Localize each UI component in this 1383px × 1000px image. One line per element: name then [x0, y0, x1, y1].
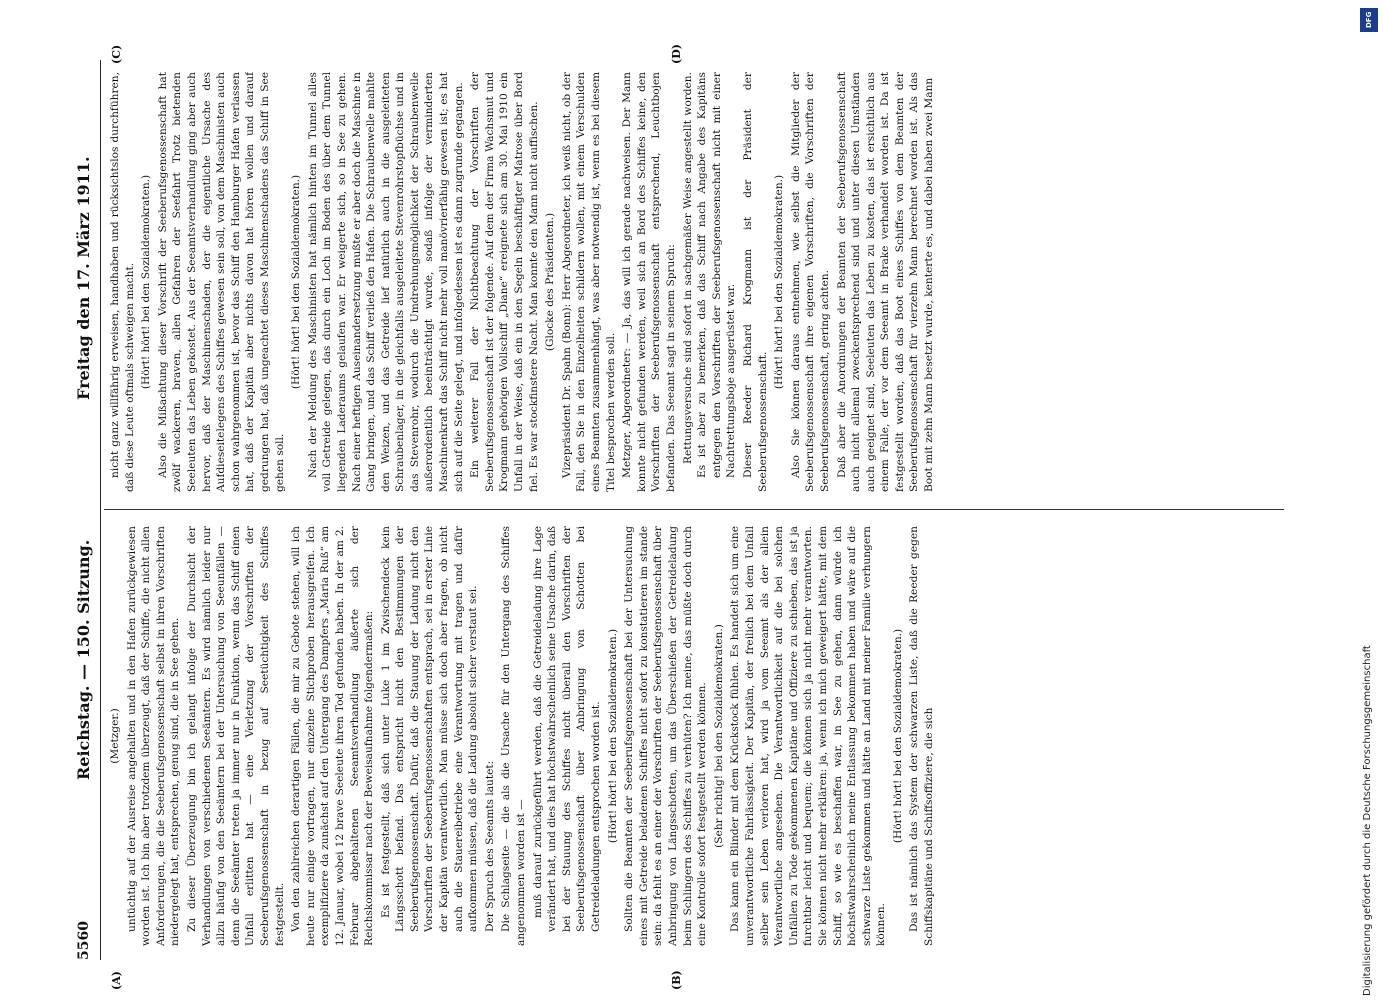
session-date: Freitag den 17. März 1911. — [74, 156, 93, 400]
dfg-logo: DFG — [1360, 8, 1378, 32]
paragraph: Das kann ein Blinder mit dem Krückstock fühlen. Es handelt sich um eine unverantwortliche Fahrlässigkeit. Der Kapitän, der freilich bei dem Unfall selber sein Leben verloren hat, wird ja vom Seeamt als der allein Verantwortliche angesehen. Die Verantwortlichkeit auf die bei solchen Unfällen zu Tode gekommenen Kapitäne und Offiziere zu schieben, das ist ja furchtbar leicht und bequem; die können sich ja nicht mehr verantworten. Sie können nicht mehr erklären: ja, wenn ich mich geweigert hätte, mit dem Schiff, so wie es beschaffen war, in See zu gehen, dann würde ich höchstwahrscheinlich meine Entlassung bekommen haben und wäre auf die schwarze Liste gekommen und hätte an Land mit meiner Familie verhungern können. — [729, 526, 888, 946]
rotated-print-page — [70, 44, 1310, 990]
page-number: 5560 — [76, 921, 92, 960]
paragraph: Ein weiterer Fall der Nichtbeachtung der Vorschriften der Seeberufsgenossenschaft ist der folgende. Auf dem der Firma Wachsmut und Krogmann gehörigen Vollschiff „Diane“ ereignete sich am 30. Mai 1910 ein Unfall in der Weise, daß ein in den Segeln beschäftigter Matrose über Bord fiel. Es war stockfinstere Nacht. Man konnte den Mann nicht auffischen. — [469, 72, 540, 492]
interjection: (Glocke des Präsidenten.) — [544, 212, 557, 352]
interjection: (Hört! hört! bei den Sozialdemokraten.) — [140, 174, 153, 390]
quoted-paragraph: Es ist festgestellt, daß sich unter Luke 1 im Zwischendeck kein Längsschott befand. Das entspricht nicht den Bestimmungen der Seeberufsgenossenschaft. Dafür, daß die Stauung der Ladung nicht den Vorschriften der Seeberufsgenossenschaften entsprach, sei in erster Linie der Kapitän verantwortlich. Man müsse sich doch aber fragen, ob nicht auch die Stauereibetriebe eine Verantwortung mit tragen und dafür aufkommen müssen, daß die Ladung absolut sicher verstaut sei. — [379, 526, 480, 932]
session-title: Reichstag. — 150. Sitzung. — [74, 539, 93, 780]
paragraph: Daß aber die Anordnungen der Beamten der Seeberufsgenossenschaft auch nicht allemal zweckentsprechend sind und unter diesen Umständen auch geeignet sind, Seeleuten das Leben zu kosten, das ist ersichtlich aus einem Falle, der vor dem Seeamt in Brake verhandelt worden ist. Da ist festgestellt worden, daß das Boot eines Schiffes von dem Beamten der Seeberufsgenossenschaft für vierzehn Mann berechnet worden ist. Als das Boot mit zehn Mann besetzt wurde, kenterte es, und dabei haben zwei Mann — [835, 72, 936, 492]
interjection: (Hört! hört! bei den Sozialdemokraten.) — [606, 628, 619, 844]
interjection: (Hört! hört! bei den Sozialdemokraten.) — [773, 174, 786, 390]
paragraph: Vizepräsident Dr. Spahn (Bonn): Herr Abgeordneter, ich weiß nicht, ob der Fall, den Sie in den Einzelheiten schildern wollen, mit einem Verschulden eines Beamten zusammenhängt, was aber notwendig ist, wenn es bei diesem Titel besprochen werden soll. — [560, 72, 617, 492]
left-column — [108, 526, 1288, 946]
paragraph: Der Spruch des Seeamts lautet: — [483, 760, 496, 932]
paragraph: Die Schlagseite — die als die Ursache für den Untergang des Schiffes angenommen worden ist — — [500, 526, 528, 946]
paragraph: Von den zahlreichen derartigen Fällen, die mir zu Gebote stehen, will ich heute nur einige vortragen, nur einzelne Stichproben herausgreifen. Ich exemplifiziere da zunächst auf den Untergang des Dampfers „Maria Ruß“ am 12. Januar, wobei 12 brave Seeleute ihren Tod gefunden haben. In der am 2. Februar abgehaltenen Seeamtsverhandlung äußerte sich der Reichskommissar nach der Beweisaufnahme folgendermaßen: — [290, 526, 376, 946]
interjection: (Sehr richtig! bei den Sozialdemokraten.) — [712, 624, 725, 848]
margin-marker-c: (C) — [110, 44, 123, 64]
column-divider — [104, 509, 1284, 510]
paragraph: Nach der Meldung des Maschinisten hat nämlich hinten im Tunnel alles voll Getreide gelegen, das durch ein Loch im Boden des über dem Tunnel liegenden Laderaums gelaufen war. Er weigerte sich, so in See zu gehen. Nach einer heftigen Auseinandersetzung mußte er aber doch die Maschine in Gang bringen, und das Schiff verließ den Hafen. Die Schraubenwelle mahlte den Weizen, und das Getreide lief natürlich auch in die ausgeleiteten Schraubenlager, in die gleichfalls ausgeleitete Stevenrohrstopfbüchse und in das Stevenrohr, wodurch die Umdrehungsmöglichkeit der Schraubenwelle außerordentlich beeinträchtigt wurde, sodaß infolge der verminderten Maschinenkraft das Schiff nicht mehr voll manövrierfähig gewesen ist; es hat sich auf die Seite gelegt, und infolgedessen ist es dann zugrunde gegangen. — [306, 72, 465, 492]
margin-marker-d: (D) — [670, 44, 683, 64]
digitization-credit: Digitalisierung gefördert durch die Deutsche Forschungsgemeinschaft — [1362, 645, 1373, 996]
running-header — [70, 60, 101, 960]
paragraph: (Metzger.) — [109, 708, 121, 764]
paragraph: Dieser Reeder Richard Krogmann ist der Präsident der Seeberufsgenossenschaft. — [741, 72, 769, 492]
margin-marker-a: (A) — [110, 971, 123, 990]
paragraph: untüchtig auf der Ausreise angehalten und in den Hafen zurückgewiesen worden ist. Ich bin aber trotzdem überzeugt, daß der Schiffe, die nicht allen Anforderungen, die die Seeberufsgenossenschaft selbst in ihren Vorschriften niedergelegt hat, entsprechen, genug sind, die in See gehen. — [125, 526, 182, 946]
quoted-paragraph: Rettungsversuche sind sofort in sachgemäßer Weise angestellt worden. Es ist aber zu bemerken, daß das Schiff nach Angabe des Kapitäns entgegen den Vorschriften der Seeberufsgenossenschaft nicht mit einer Nachtrettungsboje ausgerüstet war. — [681, 72, 738, 478]
paragraph: Also Sie können daraus entnehmen, wie selbst die Mitglieder der Seeberufsgenossenschaft ihre eigenen Vorschriften, die Vorschriften der Seeberufsgenossenschaft, gering achten. — [789, 72, 831, 492]
paragraph: nicht ganz willfährig erweisen, handhaben und rücksichtslos durchführen, daß diese Leute oftmals schweigen macht. — [109, 72, 136, 492]
paragraph: Das ist nämlich das System der schwarzen Liste, daß die Reeder gegen Schiffskapitäne und Schiffsoffiziere, die sich — [908, 526, 936, 946]
paragraph: Metzger, Abgeordneter: — Ja, das will ich gerade nachweisen. Der Mann konnte nicht gefunden werden, weil sich an Bord des Schiffes keine, den Vorschriften der Seeberufsgenossenschaft entsprechend, Leuchtbojen befanden. Das Seeamt sagt in seinem Spruch: — [621, 72, 677, 492]
margin-marker-b: (B) — [670, 970, 683, 990]
paragraph: Also die Mißachtung dieser Vorschrift der Seeberufsgenossenschaft hat zwölf wackeren, braven, allen Gefahren der Seefahrt Trotz bietenden Seeleuten das Leben gekostet. Aus der Seeamtsverhandlung ging aber auch hervor, daß der Maschinenschaden, der die eigentliche Ursache des Aufdieseitelegens des Schiffes gewesen sein soll, von dem Maschinisten auch schon wahrgenommen ist, bevor das Schiff den Hamburger Hafen verlassen hat, daß der Kapitän aber nichts davon hat hören wollen und darauf gedrungen hat, daß ungeachtet dieses Maschinenschadens das Schiff in See gehen soll. — [156, 72, 286, 492]
interjection: (Hört! hört! bei den Sozialdemokraten.) — [290, 174, 303, 390]
right-column — [108, 72, 1288, 492]
interjection: (Hört! hört! bei den Sozialdemokraten.) — [891, 628, 904, 844]
paragraph: Sollten die Beamten der Seeberufsgenossenschaft bei der Untersuchung eines mit Getreide beladenen Schiffes nicht sofort zu konstatieren im stande sein: da fehlt es an einer der Vorschriften der Seeberufsgenossenschaft über Anbringung von Längsschotten, um das Überschießen der Getreideladung beim Schlingern des Schiffes zu verhüten? Ich meine, das müßte doch durch eine Kontrolle sofort festgestellt werden können. — [623, 526, 709, 946]
quoted-paragraph: muß darauf zurückgeführt werden, daß die Getreideladung ihre Lage verändert hat, und dies hat höchstwahrscheinlich seine Ursache darin, daß bei der Stauung des Schiffes nicht überall den Vorschriften der Seeberufsgenossenschaft über Anbringung von Schotten bei Getreideladungen entsprochen worden ist. — [531, 526, 602, 932]
paragraph: Zu dieser Überzeugung bin ich gelangt infolge der Durchsicht der Verhandlungen von verschiedenen Seeämtern. Es wird nämlich leider nur allzu häufig von den Seeämtern bei der Untersuchung von Seeunfällen — denn die Seeämter treten ja immer nur in Funktion, wenn das Schiff einen Unfall erlitten hat — eine Verletzung der Vorschriften der Seeberufsgenossenschaft in bezug auf Seetüchtigkeit des Schiffes festgestellt. — [185, 526, 286, 946]
